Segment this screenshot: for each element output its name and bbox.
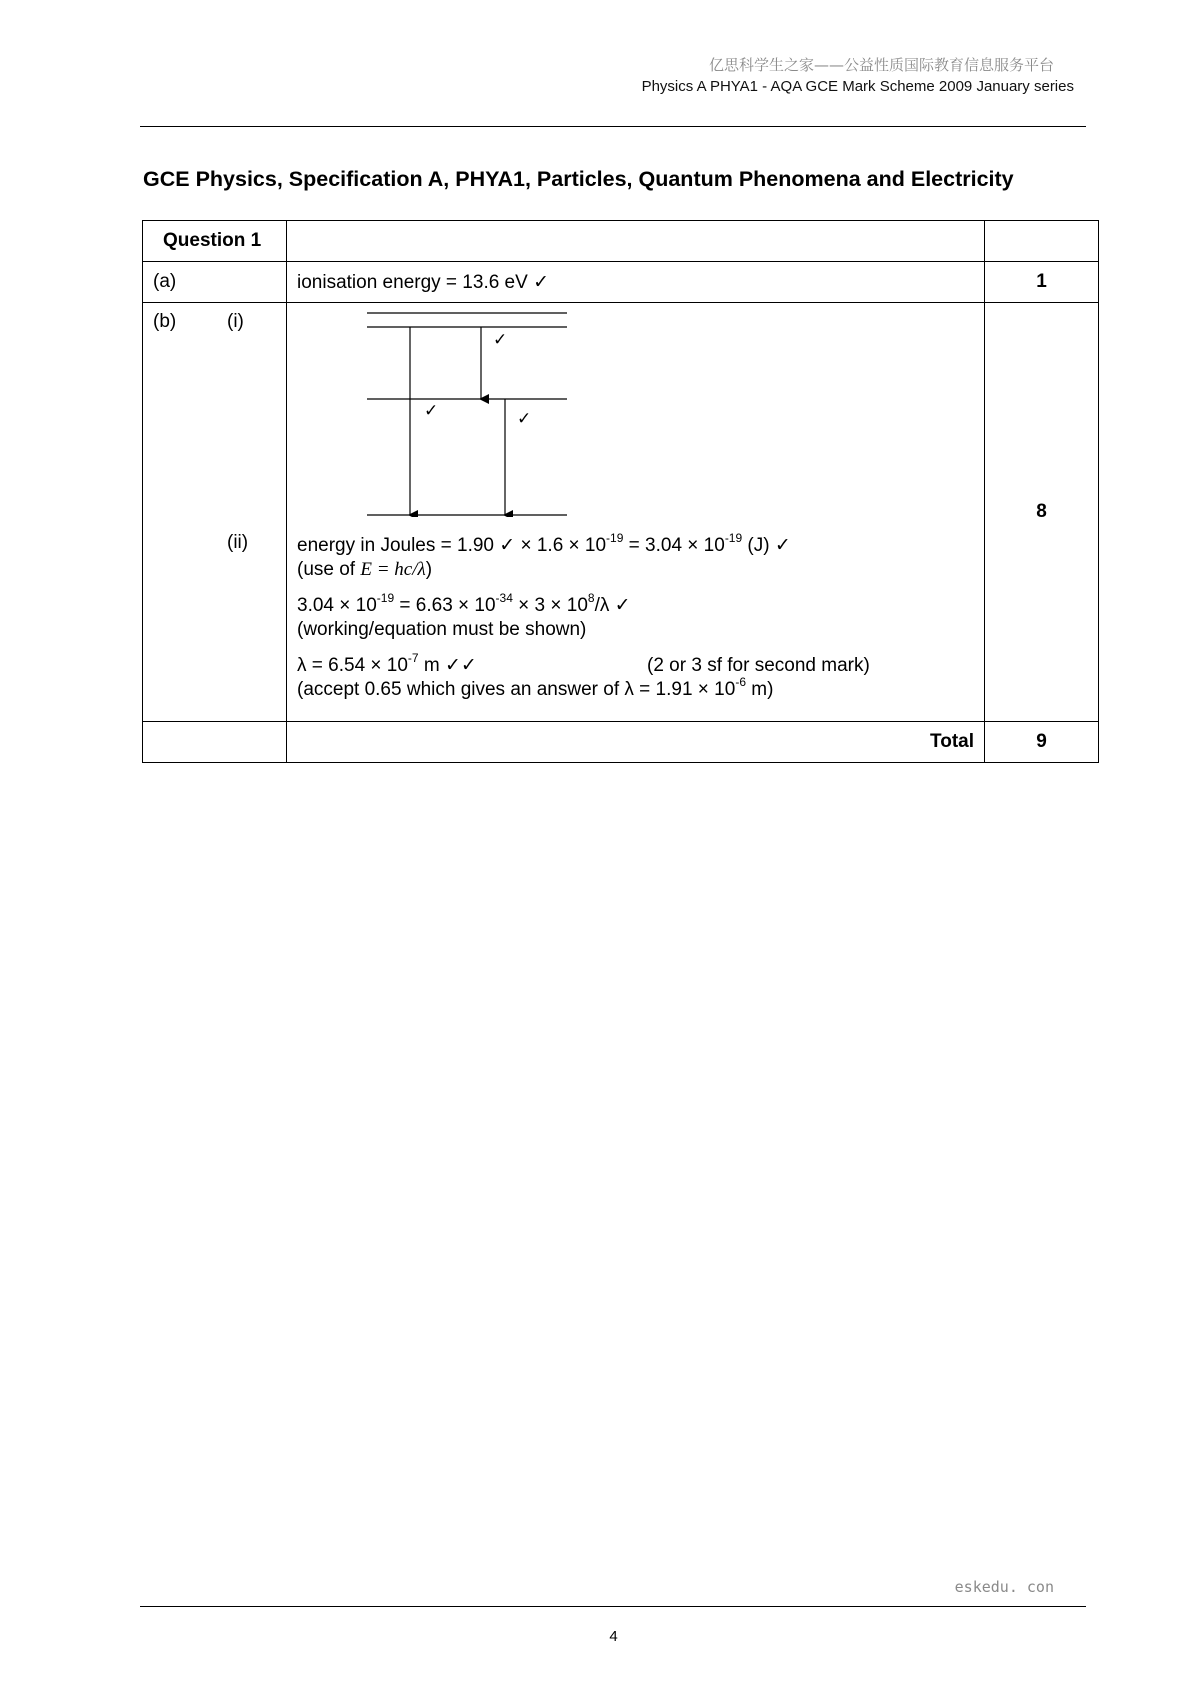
header-divider (140, 126, 1086, 127)
question-label: Question 1 (163, 230, 262, 251)
sig-fig-note: (2 or 3 sf for second mark) (647, 655, 870, 676)
part-b-mark: 8 (985, 303, 1099, 722)
part-b-sub-ii-label: (ii) (227, 532, 249, 553)
answer-line-wavelength: $\lambda = 6.54 \times 10^{-7}$ m ✓✓ (2 or 3 sf for second mark) (297, 650, 870, 676)
part-a-answer: ionisation energy = 13.6 eV ✓ (287, 262, 985, 303)
header-mark-cell (985, 221, 1099, 262)
total-value: 9 (985, 722, 1099, 763)
answer-line-working-note: (working/equation must be shown) (297, 619, 587, 640)
header-site-name: 亿思科学生之家——公益性质国际教育信息服务平台 (708, 56, 1054, 74)
page-title: GCE Physics, Specification A, PHYA1, Particles, Quantum Phenomena and Electricity (143, 167, 1014, 191)
table-header-row (143, 221, 1099, 262)
header-answer-cell (287, 221, 985, 262)
watermark-text: eskedu. con (954, 1578, 1054, 1596)
answer-line-use-of-formula: (use of E = hc/λ) (297, 559, 433, 580)
answer-line-energy-joules: energy in Joules = 1.90 ✓ × $1.6 \times 10^{-19} = 3.04 \times 10^{-19}$ (J) ✓ (297, 530, 791, 556)
table-row-part-a (143, 262, 1099, 303)
question-label-cell (143, 221, 287, 262)
table-row-part-b (143, 303, 1099, 722)
footer-divider (140, 1606, 1086, 1607)
formula: E = hc/λ (360, 559, 426, 580)
mark-scheme-table (142, 220, 1099, 763)
part-b-label-cell (143, 303, 287, 722)
diagram-tick-3: ✓ (517, 409, 532, 429)
diagram-tick-2: ✓ (424, 401, 439, 421)
part-b-label: (b) (153, 311, 177, 332)
part-b-ii-answer (297, 530, 870, 702)
answer-line-substitution: $3.04 \times 10^{-19} = 6.63 \times 10^{-34} \times 3 \times 10^8/\lambda$ ✓ (297, 590, 631, 616)
answer-line-accept-note: (accept 0.65 which gives an answer of $\lambda = 1.91 \times 10^{-6}$ m) (297, 674, 774, 700)
energy-level-diagram (367, 307, 577, 517)
table-row-total (143, 722, 1099, 763)
part-a-mark: 1 (985, 262, 1099, 303)
diagram-tick-1: ✓ (493, 330, 508, 350)
total-blank-cell (143, 722, 287, 763)
total-label: Total (287, 722, 985, 763)
part-b-answer-cell (287, 303, 985, 722)
part-a-label: (a) (143, 262, 287, 303)
page-number: 4 (609, 1628, 618, 1645)
header-series-title: Physics A PHYA1 - AQA GCE Mark Scheme 2009 January series (641, 78, 1074, 95)
part-b-sub-i-label: (i) (227, 311, 244, 332)
